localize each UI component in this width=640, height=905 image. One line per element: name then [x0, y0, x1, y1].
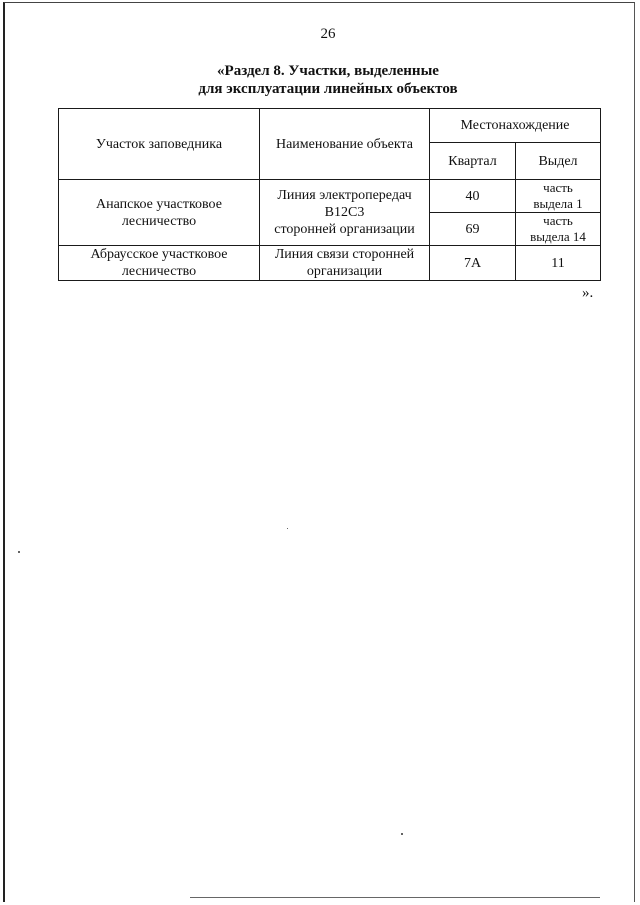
linear-objects-table — [58, 108, 601, 281]
cell-quarter: 7А — [430, 246, 516, 281]
cell-subdivision — [516, 213, 601, 246]
closing-quote: ». — [582, 285, 594, 301]
cell-object-line: Линия связи сторонней — [274, 247, 415, 262]
section-title-line-2: для эксплуатации линейных объектов — [198, 81, 458, 97]
cell-subdivision-line: часть — [543, 213, 573, 228]
cell-subdivision: 11 — [516, 246, 601, 281]
header-location: Местонахождение — [430, 109, 601, 143]
cell-area: Анапское участковое лесничество — [59, 180, 260, 246]
header-quarter: Квартал — [430, 143, 516, 180]
scan-speck — [18, 551, 20, 553]
cell-object-line: сторонней организации — [274, 222, 415, 237]
table-header-row — [59, 109, 601, 143]
cell-subdivision-line: часть — [543, 180, 573, 195]
scan-speck — [401, 833, 403, 835]
header-reserve-area: Участок заповедника — [59, 109, 260, 180]
cell-object — [260, 180, 430, 246]
scan-speck — [287, 528, 288, 529]
header-object-name: Наименование объекта — [260, 109, 430, 180]
cell-quarter: 40 — [430, 180, 516, 213]
cell-area-line: лесничество — [121, 264, 197, 279]
section-title-line-1: «Раздел 8. Участки, выделенные — [217, 63, 439, 79]
cell-area — [59, 246, 260, 281]
cell-object-line: Линия электропередач — [277, 188, 412, 203]
page-number: 26 — [320, 26, 336, 42]
cell-object-line: организации — [306, 264, 383, 279]
cell-subdivision-line: выдела 1 — [533, 196, 583, 211]
scan-bottom-edge — [190, 897, 600, 898]
section-title — [0, 62, 640, 98]
header-subdivision: Выдел — [516, 143, 601, 180]
table-row — [59, 246, 601, 281]
table-row — [59, 180, 601, 213]
cell-area-line: Абраусское участковое — [90, 247, 228, 262]
cell-object-line: В12С3 — [324, 205, 365, 220]
cell-subdivision — [516, 180, 601, 213]
cell-quarter: 69 — [430, 213, 516, 246]
cell-subdivision-line: выдела 14 — [530, 229, 586, 244]
cell-object — [260, 246, 430, 281]
